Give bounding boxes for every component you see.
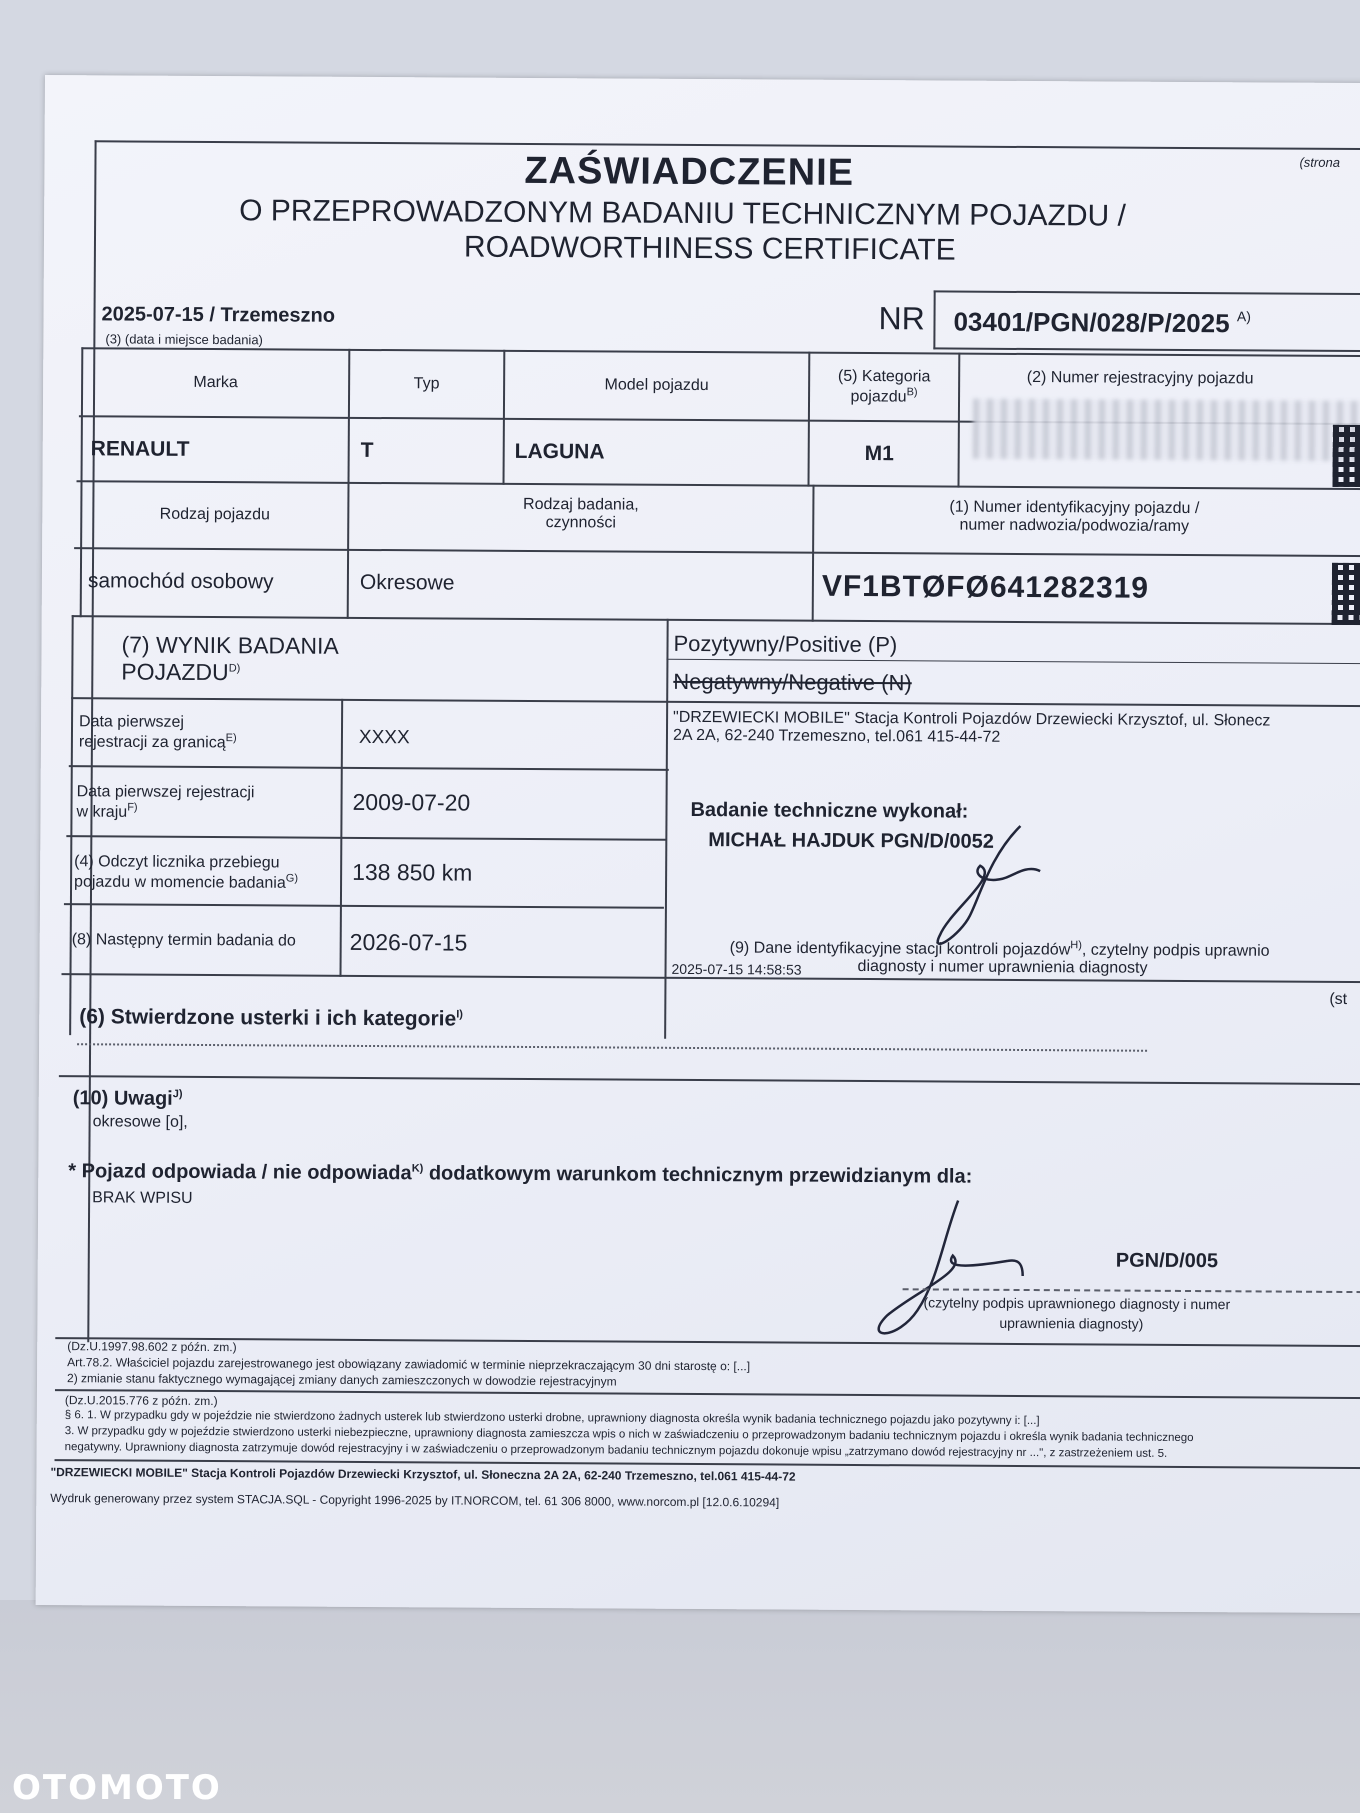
first-reg-country-value: 2009-07-20 [352,788,471,816]
rodzaj-badania-label: Rodzaj badania, czynności [523,495,639,532]
date-place: 2025-07-15 / Trzemeszno [101,303,336,327]
timestamp: 2025-07-15 14:58:53 [671,960,802,978]
first-reg-abroad-value: XXXX [358,726,410,749]
date-place-note: (3) (data i miejsce badania) [105,331,263,348]
legal-line-7: negatywny. Uprawniony diagnosta zatrzymuje dowód rejestracyjny i w zaświadczeniu o przeprowadzonym badaniu technicznym pojazdu dokonuje wpisu „zatrzymano dowód rejestracyjny nr ...", z zastrzeżeniem ust. 5. [64,1441,1168,1460]
result-label: (7) WYNIK BADANIA $POJAZDU^{D)}$ [121,631,339,686]
marka-label: Marka [193,373,238,392]
certificate-number: 03401/PGN/028/P/2025 $^{A)}$ [953,306,1251,339]
nr-label: NR [878,300,925,337]
rodzaj-value: samochód osobowy [87,569,274,594]
conditions-value: BRAK WPISU [92,1189,193,1207]
next-test-value: 2026-07-15 [349,928,468,956]
typ-label: Typ [413,375,440,393]
document-subtitle-2: ROADWORTHINESS CERTIFICATE [463,230,956,267]
defects-label: (6) Stwierdzone usterki i ich kategorie$^{I)}$ [79,1005,463,1031]
typ-value: T [360,438,374,463]
rodzaj-label: Rodzaj pojazdu [159,505,271,524]
first-reg-country-label: Data pierwszej rejestracji w kraju$^{F)}$ [76,783,255,821]
sign-note-2: uprawnienia diagnosty) [999,1314,1144,1332]
certificate-document [36,75,1360,1613]
result-positive: Pozytywny/Positive (P) [673,630,898,658]
legal-line-1: (Dz.U.1997.98.602 z późn. zm.) [67,1339,237,1355]
rodzaj-badania-value: Okresowe [359,570,455,595]
legal-line-4: (Dz.U.2015.776 z późn. zm.) [64,1393,218,1409]
legal-line-5: § 6. 1. W przypadku gdy w pojeździe nie stwierdzono żadnych usterek lub stwierdzono usterki drobne, uprawniony diagnosta określa wynik badania technicznego pojazdu jako pozytywny i: [...] [64,1409,1040,1428]
station-id-label: (9) Dane identyfikacyjne stacji kontroli pojazdów$^{H)}$, czytelny podpis uprawnio [729,939,1270,960]
kategoria-value: M1 [864,442,894,466]
legal-line-3: 2) zmianie stanu faktycznego wymagającej zmiany danych zamieszczonych w dowodzie rejestracyjnym [66,1371,617,1389]
document-subtitle-1: O PRZEPROWADZONYM BADANIU TECHNICZNYM POJAZDU / [239,194,1126,233]
odometer-value: 138 850 km [352,858,473,886]
performed-label: Badanie techniczne wykonał: [690,798,969,823]
document-title: ZAŚWIADCZENIE [524,149,855,194]
remarks-label: (10) Uwagi$^{J)}$ [72,1087,183,1110]
qr-code-2 [1332,563,1360,625]
conditions-label: * Pojazd odpowiada / nie odpowiada$^{K)}$ dodatkowym warunkom technicznym przewidzianym dla: [68,1160,973,1188]
result-negative: Negatywny/Negative (N) [673,668,912,696]
footer-station: "DRZEWIECKI MOBILE" Stacja Kontroli Pojazdów Drzewiecki Krzysztof, ul. Słoneczna 2A 2A, 62-240 Trzemeszno, tel.061 415-44-72 [50,1465,796,1484]
station-id-label-2: diagnosty i numer uprawnienia diagnosty [857,957,1148,977]
sign-note-1: (czytelny podpis uprawnionego diagnosty i numer [923,1294,1231,1313]
station-name: "DRZEWIECKI MOBILE" Stacja Kontroli Pojazdów Drzewiecki Krzysztof, ul. Słonecz 2A 2A, 62-240 Trzemeszno, tel.061 415-44-72 [672,708,1271,746]
model-value: LAGUNA [514,439,605,464]
model-label: Model pojazdu [604,376,709,395]
performed-by: MICHAŁ HAJDUK PGN/D/0052 [708,829,995,853]
page-label: (strona [1299,154,1341,170]
redacted-registration [973,399,1360,461]
vin-label: (1) Numer identyfikacyjny pojazdu / numer nadwozia/podwozia/ramy [949,498,1200,535]
vin-value: VF1BTØFØ641282319 [821,569,1150,605]
kategoria-label: (5) Kategoria pojazdu$^{B)}$ [837,367,931,406]
qr-code-1 [1333,425,1360,487]
odometer-label: (4) Odczyt licznika przebiegu pojazdu w momencie badania$^{G)}$ [74,853,299,892]
footer-print: Wydruk generowany przez system STACJA.SQL - Copyright 1996-2025 by IT.NORCOM, tel. 61 306 8000, www.norcom.pl [12.0.6.10294] [50,1491,780,1510]
diag-code: PGN/D/005 [1115,1249,1219,1273]
page-mark: (st [1329,990,1348,1008]
next-test-label: (8) Następny termin badania do [71,931,296,950]
remarks-value: okresowe [o], [92,1113,188,1131]
watermark-logo: OTOMOTO [12,1768,222,1808]
first-reg-abroad-label: Data pierwszej rejestracji za granicą$^{E)}$ [78,713,237,752]
rej-label: (2) Numer rejestracyjny pojazdu [1026,369,1254,388]
marka-value: RENAULT [90,437,190,461]
legal-line-2: Art.78.2. Właściciel pojazdu zarejestrowanego jest obowiązany zawiadomić w terminie nieprzekraczającym 30 dni starostę o: [...] [67,1355,751,1374]
legal-line-6: 3. W przypadku gdy w pojeździe stwierdzono usterki niebezpieczne, uprawniony diagnosta zamieszcza wpis o nich w zaświadczeniu o przeprowadzonym badaniu technicznym pojazdu i określa wynik badania technicznego [64,1425,1194,1445]
